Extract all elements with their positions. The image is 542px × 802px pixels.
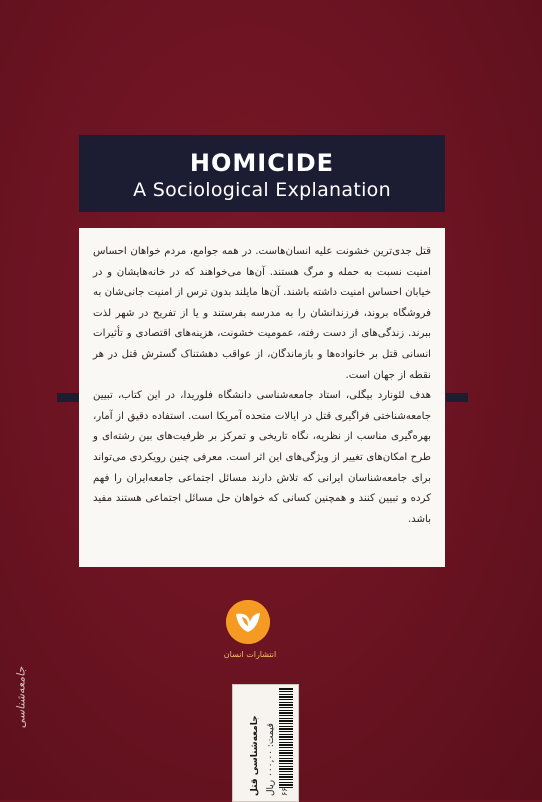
side-signature xyxy=(2,645,44,755)
book-title: HOMICIDE xyxy=(189,149,335,177)
sticker-text xyxy=(246,686,342,798)
sticker-title: جامعه‌شناسی قتل xyxy=(250,715,260,796)
description-paragraph-2: هدف لئونارد بیگلی، استاد جامعه‌شناسی دانشگاه فلوریدا، در این کتاب، تبیین جامعه‌شناختی فراگیری قتل در ایالات متحده آمریکا است. استفاده دقیق از آمار، بهره‌گیری مناسب از نظریه، نگاه تاریخی و تمرکز بر ظرفیت‌های بین رشته‌ای و طرح امکان‌های تغییر از ویژگی‌های این اثر است. معرفی چنین رویکردی می‌تواند برای جامعه‌شناسان ایرانی که تلاش دارند مسائل اجتماعی جامعه‌ایران را فهم کرده و تبیین کنند و همچنین کسانی که خواهان حل مسائل اجتماعی هستند مفید باشد. xyxy=(93,390,431,525)
description-box xyxy=(79,228,445,567)
description-text xyxy=(93,242,431,530)
book-subtitle: A Sociological Explanation xyxy=(133,179,391,201)
description-paragraph-1: قتل جدی‌ترین خشونت علیه انسان‌هاست. در همه جوامع، مردم خواهان احساس امنیت نسبت به حمله و مرگ هستند. آن‌ها می‌خواهند که در خانه‌هایشان و در خیابان احساس امنیت داشته باشند. آن‌ها مایلند بدون ترس از امنیت جانی‌شان به فروشگاه بروند، فرزندانشان را به مدرسه بفرستند و یا از تفریح در شهر لذت ببرند. زندگی‌های از دست رفته، عمومیت خشونت، هزینه‌های اقتصادی و تأثیرات انسانی قتل بر خانواده‌ها و بازماندگان، از عواقب دهشتناک گسترش قتل در هر نقطه از جهان است. xyxy=(93,246,431,381)
side-signature-text: جامعه‌شناسی xyxy=(14,666,28,729)
barcode xyxy=(279,688,293,788)
title-band xyxy=(79,135,445,212)
decorative-tab-right xyxy=(446,393,468,402)
publisher-name: انتشارات انسان xyxy=(223,650,277,659)
publisher-logo xyxy=(226,600,270,644)
decorative-tab-left xyxy=(57,393,79,402)
sticker-price: قیمت: ۰۰۰,۰۰ ریال xyxy=(266,723,276,796)
bird-logo-icon xyxy=(226,600,270,644)
